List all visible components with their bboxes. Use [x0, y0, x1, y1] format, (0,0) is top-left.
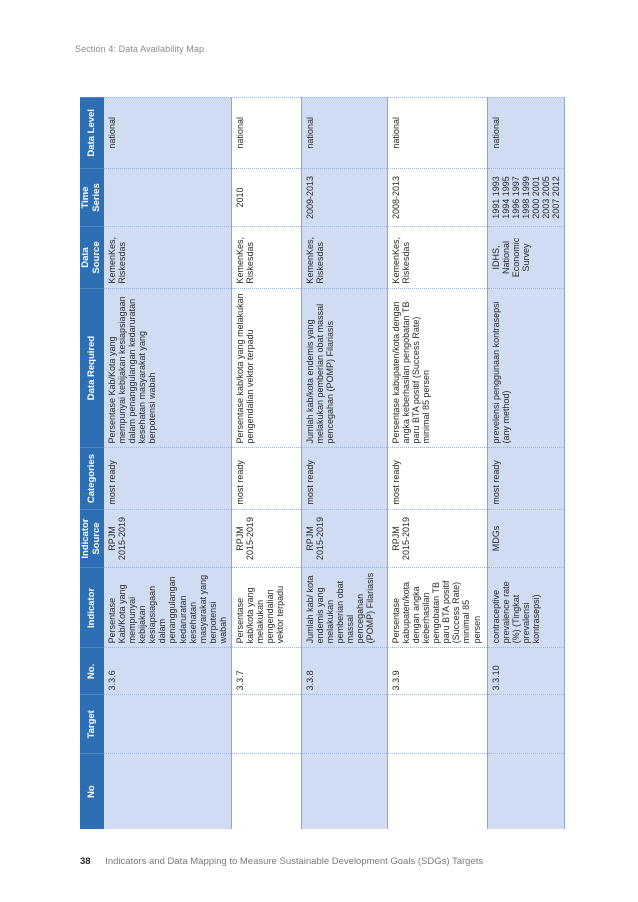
cell-no [487, 754, 565, 829]
cell-time-series: 2010 [231, 168, 301, 227]
header-indicator-source: Indicator Source [80, 509, 104, 568]
cell-categories: most ready [104, 448, 231, 509]
cell-data-source: KemenKes, Riskesdas [387, 227, 487, 288]
cell-indicator-source: RPJM 2015-2019 [231, 509, 301, 568]
header-no: No [80, 754, 104, 829]
cell-indicator: Jumlah kab/ kota endemis yang melakukan pemberian obat massal pencegahan (POMP) Filariasis [301, 568, 387, 648]
cell-categories: most ready [301, 448, 387, 509]
cell-time-series: 2008-2013 [387, 168, 487, 227]
cell-data-required: Persentase kabupaten/kota dengan angka keberhasilan pengobatan TB paru BTA positif (Success Rate) minimal 85 persen [387, 288, 487, 448]
cell-data-level: national [231, 98, 301, 169]
cell-categories: most ready [487, 448, 565, 509]
section-title: Section 4: Data Availability Map [75, 44, 205, 54]
cell-no [387, 754, 487, 829]
cell-indicator: Persentase kab/kota yang melakukan pengendalian vektor terpadu [231, 568, 301, 648]
rotated-table-container [80, 97, 562, 829]
table-row [487, 98, 565, 830]
cell-data-required: Jumlah kab/kota endemis yang melakukan pemberian obat massal pencegahan (POMP) Filariasis [301, 288, 387, 448]
footer-text: Indicators and Data Mapping to Measure Sustainable Development Goals (SDGs) Targets [105, 856, 484, 867]
cell-number: 3.3.8 [301, 648, 387, 695]
cell-time-series [104, 168, 231, 227]
cell-number: 3.3.9 [387, 648, 487, 695]
cell-data-level: national [301, 98, 387, 169]
cell-indicator-source: MDGs [487, 509, 565, 568]
cell-data-level: national [104, 98, 231, 169]
cell-categories: most ready [387, 448, 487, 509]
table-row [387, 98, 487, 830]
cell-number: 3.3.10 [487, 648, 565, 695]
data-availability-table [80, 97, 565, 829]
table-row [231, 98, 301, 830]
cell-target [387, 695, 487, 754]
table-row [301, 98, 387, 830]
table-header-row [80, 98, 104, 830]
cell-indicator: contraceptive prevalence rate (%) (Tingkat prevalensi kontrasepsi) [487, 568, 565, 648]
header-categories: Categories [80, 448, 104, 509]
cell-no [301, 754, 387, 829]
header-time-series: Time Series [80, 168, 104, 227]
cell-target [487, 695, 565, 754]
cell-data-required: prevelensi penggunaan kontrasepsi (any method) [487, 288, 565, 448]
cell-data-required: Persentase kab/kota yang melakukan pengendalian vektor terpadu [231, 288, 301, 448]
cell-time-series: 2009-2013 [301, 168, 387, 227]
header-data-level: Data Level [80, 98, 104, 169]
cell-data-source: KemenKes, Riskesdas [231, 227, 301, 288]
cell-indicator-source: RPJM 2015-2019 [387, 509, 487, 568]
cell-target [104, 695, 231, 754]
cell-data-level: national [487, 98, 565, 169]
cell-data-source: KemenKes, Riskesdas [104, 227, 231, 288]
cell-number: 3.3.6 [104, 648, 231, 695]
cell-time-series: 1991 1993 1994 1995 1996 1997 1998 1999 2000 2001 2003 2005 2007 2012 [487, 168, 565, 227]
cell-indicator: Persentase Kab/Kota yang mempunyai kebijakan kesiapsiagaan dalam penanggulangan kedaruratan kesehatan masyarakat yang berpotensi wabah [104, 568, 231, 648]
table-row [104, 98, 231, 830]
header-number: No. [80, 648, 104, 695]
header-target: Target [80, 695, 104, 754]
header-data-required: Data Required [80, 288, 104, 448]
page-number: 38 [80, 856, 91, 867]
cell-data-level: national [387, 98, 487, 169]
cell-indicator-source: RPJM 2015-2019 [104, 509, 231, 568]
cell-indicator: Persentase kabupaten/kota dengan angka keberhasilan pengobatan TB paru BTA positif (Success Rate) minimal 85 persen [387, 568, 487, 648]
header-data-source: Data Source [80, 227, 104, 288]
cell-data-source: KemenKes, Riskesdas [301, 227, 387, 288]
cell-data-required: Persentase Kab/Kota yang mempunyai kebijakan kesiapsiagaan dalam penanggulangan kedaruratan kesehatan masyarakat yang berpotensi wabah [104, 288, 231, 448]
cell-data-source: IDHS, National Economic Survey [487, 227, 565, 288]
cell-categories: most ready [231, 448, 301, 509]
cell-no [104, 754, 231, 829]
cell-target [231, 695, 301, 754]
data-availability-table-wrapper [80, 97, 562, 829]
cell-target [301, 695, 387, 754]
cell-number: 3.3.7 [231, 648, 301, 695]
header-indicator: Indicator [80, 568, 104, 648]
page-footer [80, 856, 483, 867]
cell-indicator-source: RPJM 2015-2019 [301, 509, 387, 568]
cell-no [231, 754, 301, 829]
